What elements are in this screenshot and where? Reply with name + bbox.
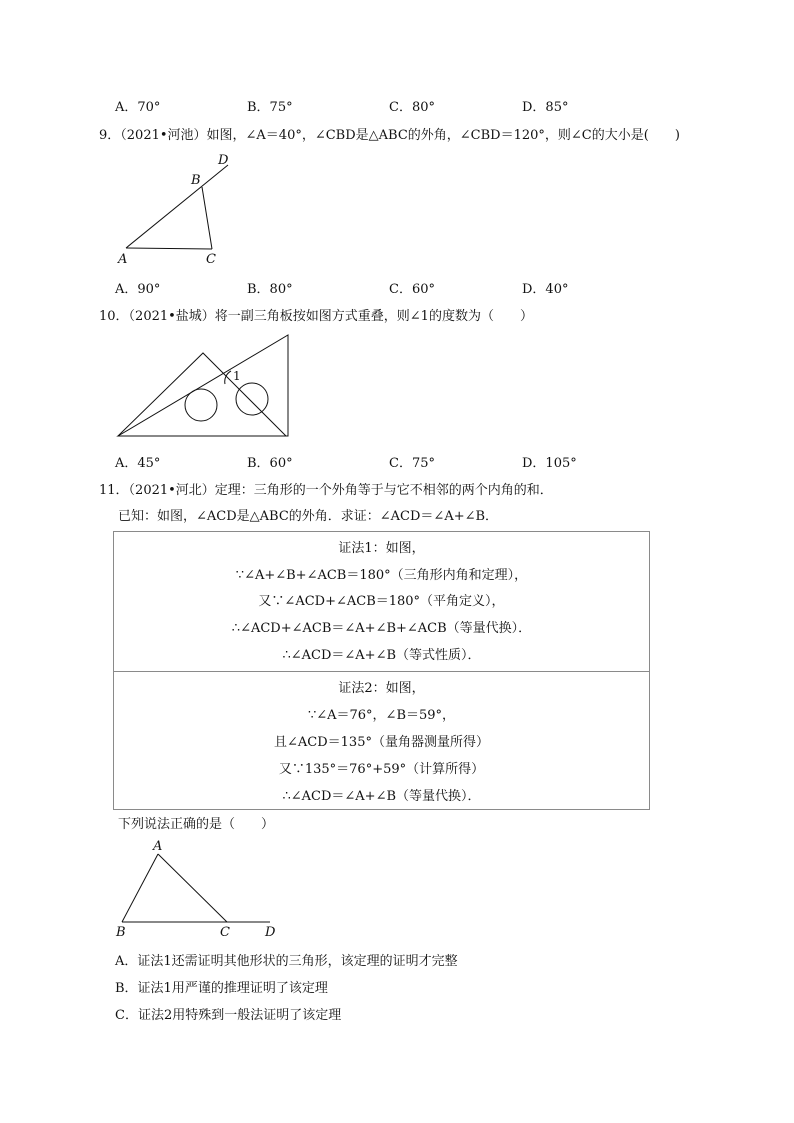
q9-option-c[interactable]: C．60°	[389, 282, 435, 297]
q8-option-b[interactable]: B．75°	[247, 100, 293, 115]
q11-line-ac	[158, 854, 227, 922]
q8-option-a[interactable]: A．70°	[115, 100, 161, 115]
proof1-line-1: ∵∠A+∠B+∠ACB＝180°（三角形内角和定理），	[235, 568, 528, 583]
q11-proof-table	[113, 531, 650, 810]
q10-hole-right	[236, 383, 268, 415]
q10-option-a[interactable]: A．45°	[115, 456, 161, 471]
proof1-heading: 证法1：如图，	[338, 541, 425, 556]
q9-stem: 9．（2021•河池）如图，∠A＝40°，∠CBD是△ABC的外角，∠CBD＝120°，则∠C的大小是( )	[99, 128, 680, 143]
q9-option-d[interactable]: D．40°	[522, 282, 569, 297]
q11-label-a: A	[153, 839, 163, 854]
q9-label-c: C	[206, 252, 216, 267]
q9-line-bc	[202, 187, 212, 249]
proof-divider	[114, 671, 649, 672]
q11-question: 下列说法正确的是（ ）	[118, 817, 275, 832]
q9-option-b[interactable]: B．80°	[247, 282, 293, 297]
q9-figure	[110, 150, 240, 268]
q11-figure	[110, 836, 285, 940]
q10-option-d[interactable]: D．105°	[522, 456, 577, 471]
q10-angle-label: 1	[233, 369, 241, 383]
q11-option-b[interactable]: B．证法1用严谨的推理证明了该定理	[115, 981, 328, 996]
q10-triangle-45	[118, 353, 286, 436]
q11-label-b: B	[116, 925, 126, 940]
proof1-line-2: 又∵∠ACD+∠ACB＝180°（平角定义），	[258, 594, 505, 609]
q9-label-a: A	[118, 252, 128, 267]
q11-stem: 11．（2021•河北）定理：三角形的一个外角等于与它不相邻的两个内角的和．	[99, 483, 553, 498]
q11-line-ab	[122, 854, 158, 922]
q11-label-c: C	[220, 925, 230, 940]
q11-given: 已知：如图，∠ACD是△ABC的外角．求证：∠ACD＝∠A+∠B．	[118, 509, 499, 524]
q11-option-a[interactable]: A．证法1还需证明其他形状的三角形，该定理的证明才完整	[115, 954, 458, 969]
proof1-line-3: ∴∠ACD+∠ACB＝∠A+∠B+∠ACB（等量代换）．	[231, 621, 532, 636]
q9-line-ad	[126, 165, 228, 248]
proof2-line-4: ∴∠ACD＝∠A+∠B（等量代换）．	[282, 789, 481, 804]
q10-option-b[interactable]: B．60°	[247, 456, 293, 471]
q9-label-d: D	[218, 153, 229, 168]
q10-hole-left	[185, 389, 217, 421]
proof2-line-3: 又∵135°＝76°+59°（计算所得）	[278, 762, 485, 777]
q8-option-d[interactable]: D．85°	[522, 100, 569, 115]
q10-option-c[interactable]: C．75°	[389, 456, 435, 471]
q10-figure	[110, 328, 300, 444]
q9-option-a[interactable]: A．90°	[115, 282, 161, 297]
q9-line-ac	[126, 248, 212, 249]
q8-option-c[interactable]: C．80°	[389, 100, 435, 115]
q10-stem: 10．（2021•盐城）将一副三角板按如图方式重叠，则∠1的度数为（ ）	[99, 309, 533, 324]
proof2-heading: 证法2：如图，	[338, 681, 425, 696]
q9-label-b: B	[191, 173, 201, 188]
proof2-line-1: ∵∠A＝76°，∠B＝59°，	[307, 708, 456, 723]
q11-option-c[interactable]: C．证法2用特殊到一般法证明了该定理	[115, 1008, 342, 1023]
proof1-line-4: ∴∠ACD＝∠A+∠B（等式性质）．	[282, 648, 481, 663]
proof2-line-2: 且∠ACD＝135°（量角器测量所得）	[274, 735, 489, 750]
q11-label-d: D	[265, 925, 276, 940]
